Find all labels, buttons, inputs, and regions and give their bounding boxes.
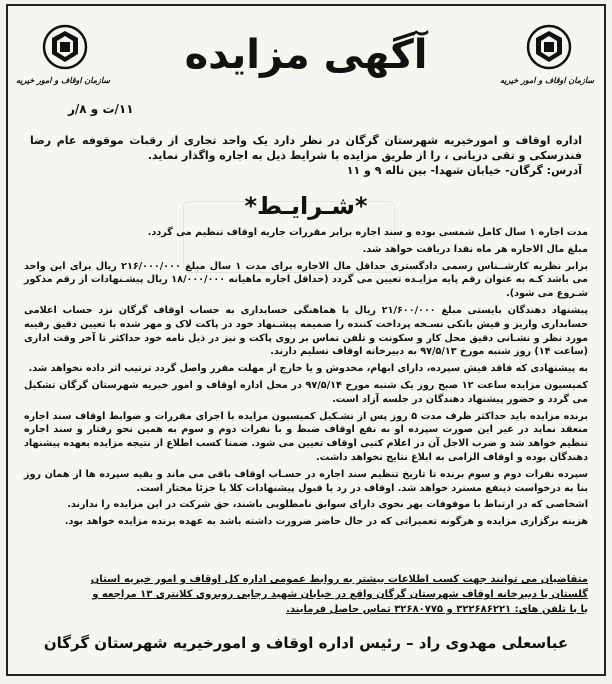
term-item: اشخاصی که در ارتباط با موقوفات بهر نحوی دارای سوابق نامطلوبی باشند، حق شرکت در این مزایده را ندارند.	[67, 499, 588, 511]
contact-line: متقاضیان می توانند جهت کسب اطلاعات بیشتر به روابط عمومی اداره کل اوقاف و امور خیریه استان	[90, 574, 588, 585]
contact-line: گلستان یا دبیرخانه اوقاف شهرستان گرگان واقع در خیابان شهید رجایی روبروی کلانتری ۱۳ مراجعه و	[92, 589, 588, 600]
contact-phones: یا با تلفن های: ۳۲۲۶۸۶۲۲۱ و ۳۲۶۸۰۷۷۵ تماس حاصل فرمایند.	[286, 604, 588, 615]
term-item: مدت اجاره ۱ سال کامل شمسی بوده و سند اجاره برابر مقررات جاریه اوقاف تنظیم می گردد.	[147, 227, 588, 238]
term-item: مبلغ مال الاجاره هر ماه نقدا دریافت خواهد شد.	[362, 243, 588, 255]
signature: عباسعلی مهدوی راد – رئیس اداره اوقاف و امورخیریه شهرستان گرگان	[43, 634, 569, 652]
intro-address: آدرس: گرگان- خیابان شهدا- بین ناله ۹ و ۱۱	[346, 164, 582, 177]
term-item: کمیسیون مزایده ساعت ۱۲ صبح روز یک شنبه مورخ ۹۷/۵/۱۴ در محل اداره اوقاف و امور خیریه شهرستان گرگان تشکیل می گردد و حضور پیشنهاد دهندگان در جلسه آزاد است.	[24, 379, 588, 405]
notice-title: آگهی مزایده	[184, 32, 428, 78]
intro-paragraph	[30, 133, 582, 178]
term-item: به پیشنهادی که فاقد فیش سپرده، دارای ابهام، مخدوش و یا خارج از مهلت مقرر واصل گردد ترتیب اثر داده نخواهد شد.	[28, 363, 588, 375]
logo-caption: سازمان اوقاف و امور خیریه	[15, 76, 110, 85]
term-item: پیشنهاد دهندگان بایستی مبلغ ۲۱/۶۰۰/۰۰۰ ریال با هماهنگی حسابداری به حساب اوقاف گرگان نزد حساب اعلامی حسابداری واریز و فیش بانکی نسـخه پرداخت کننده را ضمیمه پیشـنهاد خود در پاکت لاک و مهر شده با تعیین دقیق رقیبه مورد نظر و نشـانی دقیق محل کار و سکونت و تلفن تماس بر روی پاکت و نیز در ذیل نامه خود حداکثر تا آخر وقت اداری (ساعت ۱۴) روز شنبه مورخ ۹۷/۵/۱۳ به دبیرخانه اوقاف تسلیم دارند.	[24, 304, 588, 358]
reference-number: ۱۱/ت و ۸/ر	[68, 102, 134, 116]
intro-text: اداره اوقاف و امورخیریه شهرستان گرگان در نظر دارد یک واحد تجاری از رقبات موقوفه عام رضا فندرسکی و تقی دزیانی ، را از طریق مزایده با شرایط ذیل به اجاره واگذار نماید.	[30, 134, 582, 162]
auction-notice	[6, 4, 606, 676]
term-item: سپرده نفرات دوم و سوم برنده تا تاریخ تنظیم سند اجاره در حسـاب اوقاف باقی می ماند و بقیه سپرده ها از همان روز بنا به درخواست ذینفع مسترد خواهد شد. اوقاف در رد یا قبول پیشنهادات کلا یا جزئا مختار است.	[24, 468, 588, 494]
term-item: هزینه برگزاری مزایده و هرگونه تعمیراتی که در حال حاضر ضرورت داشته باشد به عهده برنده مزایده خواهد بود.	[64, 516, 588, 528]
term-item: برنده مزایده باید حداکثر ظرف مدت ۵ روز پس از تشـکیل کمیسیون مزایده با اجرای مقررات و ضوابط اوقاف سند اجاره منعقد نماید در غیر این صورت سپرده او به نفع اوقاف ضبط و با نفرات دوم و سوم به همین نحو رفتار و سند اجاره تنظیم خواهد شد و ضرب الاجل آن در اعلام کتبی اوقاف تعیین می شود. ضمنا کسب اطلاع از نتیجه مزایده بعهده پیشنهاد دهندگان بوده و اوقاف الزامی به ابلاغ نتایج نخواهد داشت.	[24, 410, 589, 463]
logo-caption: سازمان اوقاف و امور خیریه	[499, 76, 594, 85]
term-item: برابر نظریه کارشــناس رسمی دادگستری حداقل مال الاجاره برای مدت ۱ سال مبلغ ۲۱۶/۰۰۰/۰۰۰ ریال برای این واحد می باشد کـه به عنوان رقم پایه مزایـده تعیین می گردد (حداقل اجاره ماهیانه ۱۸/۰۰۰/۰۰۰ ریال پیشـنهادات از رقم مذکور شـروع می شود).	[24, 260, 588, 300]
terms-heading: *شـرایـط*	[244, 192, 368, 220]
terms-list	[24, 226, 588, 532]
contact-paragraph	[24, 572, 588, 617]
